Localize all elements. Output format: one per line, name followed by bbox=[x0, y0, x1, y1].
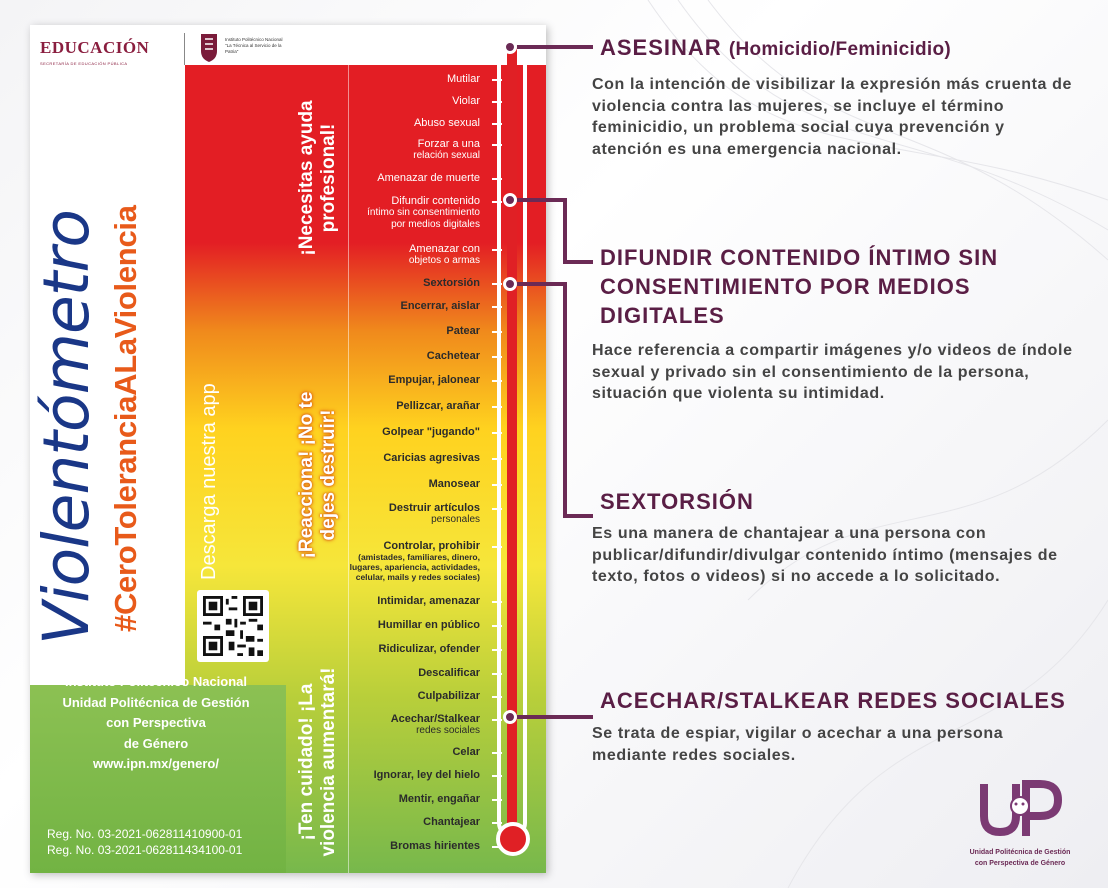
scale-item bbox=[388, 374, 480, 386]
scale-item-label: Celar bbox=[452, 746, 480, 758]
scale-item-sublabel: lugares, apariencia, actividades, bbox=[349, 562, 480, 572]
scale-item bbox=[423, 816, 480, 828]
scale-tick bbox=[492, 673, 502, 675]
upge-logo-line1: Unidad Politécnica de Gestión bbox=[969, 849, 1071, 856]
scale-item bbox=[413, 138, 480, 162]
ipn-logo-text bbox=[225, 37, 295, 55]
scale-item bbox=[447, 73, 480, 85]
ipn-name: Instituto Politécnico Nacional bbox=[225, 37, 283, 42]
scale-item bbox=[389, 502, 480, 526]
scale-tick bbox=[492, 546, 502, 548]
band-green-text bbox=[296, 662, 340, 862]
scale-item bbox=[390, 840, 480, 852]
scale-item-label: Destruir artículos bbox=[388, 502, 480, 514]
scale-item-label: Cachetear bbox=[426, 350, 480, 362]
scale-item bbox=[414, 117, 480, 129]
scale-item bbox=[374, 769, 480, 781]
scale-item-sublabel: por medios digitales bbox=[391, 219, 480, 230]
scale-item-label: Chantajear bbox=[423, 816, 480, 828]
scale-item bbox=[418, 667, 480, 679]
annotation-difundir-title: DIFUNDIR CONTENIDO ÍNTIMO SIN CONSENTIMIENTO POR MEDIOS DIGITALES bbox=[600, 245, 999, 328]
scale-item-label: Intimidar, amenazar bbox=[377, 595, 480, 607]
scale-item-label: Descalificar bbox=[418, 667, 480, 679]
scale-item-sublabel: objetos o armas bbox=[408, 255, 480, 266]
scale-item bbox=[446, 325, 480, 337]
scale-tick bbox=[492, 306, 502, 308]
scale-item bbox=[383, 452, 480, 464]
scale-tick bbox=[492, 249, 502, 251]
scale-tick bbox=[492, 508, 502, 510]
scale-item-sublabel: relación sexual bbox=[413, 150, 480, 161]
annotation-asesinar-desc: Con la intención de visibilizar la expresión más cruenta de violencia contra las mujeres, se incluye el término feminicidio, un problema social cuya prevención y atención es una emergencia nacional. bbox=[592, 76, 1072, 158]
scale-item bbox=[452, 746, 480, 758]
annotation-difundir-desc: Hace referencia a compartir imágenes y/o videos de índole sexual y privado sin el consentimiento de la persona, situación que violenta su intimidad. bbox=[592, 342, 1073, 402]
band-orange-text bbox=[296, 370, 340, 580]
scale-item-sublabel: personales bbox=[431, 514, 480, 525]
educacion-subtitle: SECRETARÍA DE EDUCACIÓN PÚBLICA bbox=[40, 61, 128, 66]
download-app-text: Descarga nuestra app bbox=[198, 383, 220, 580]
scale-tick bbox=[492, 799, 502, 801]
scale-item-label: Pellizcar, arañar bbox=[396, 400, 480, 412]
scale-tick bbox=[492, 144, 502, 146]
band-red-label: ¡Necesitas ayuda profesional! bbox=[296, 100, 339, 256]
scale-tick bbox=[492, 458, 502, 460]
scale-tick bbox=[492, 331, 502, 333]
scale-item bbox=[396, 400, 480, 412]
institution-line: Unidad Politécnica de Gestión bbox=[62, 694, 250, 710]
scale-item-label: Ridiculizar, ofender bbox=[378, 643, 480, 655]
ipn-motto: "La Técnica al Servicio de la Patria" bbox=[225, 43, 282, 54]
asesinar-heading-sub: (Homicidio/Feminicidio) bbox=[728, 39, 952, 60]
scale-tick bbox=[492, 406, 502, 408]
scale-item-label: Caricias agresivas bbox=[383, 452, 480, 464]
scale-item-label: ASESINAR bbox=[419, 39, 480, 53]
scale-item-label: Sextorsión bbox=[423, 277, 480, 289]
scale-item bbox=[376, 40, 480, 65]
scale-item-label: Patear bbox=[446, 325, 480, 337]
annotation-acechar-desc: Se trata de espiar, vigilar o acechar a una persona mediante redes sociales. bbox=[592, 725, 1004, 764]
scale-tick bbox=[492, 101, 502, 103]
scale-item bbox=[391, 713, 480, 737]
marker-difundir[interactable] bbox=[503, 193, 517, 207]
scale-item bbox=[427, 350, 480, 362]
scale-tick bbox=[492, 201, 502, 203]
scale-tick bbox=[492, 283, 502, 285]
connector-difundir-a bbox=[517, 198, 567, 264]
qr-code[interactable] bbox=[197, 590, 269, 662]
ipn-shield-icon bbox=[200, 33, 218, 63]
scale-item-label: Encerrar, aislar bbox=[400, 300, 480, 312]
educacion-logo: EDUCACIÓN bbox=[40, 38, 150, 57]
hashtag-title: #CeroToleranciaALaViolencia bbox=[108, 205, 143, 632]
scale-item-label: Bromas hirientes bbox=[390, 840, 480, 852]
institution-line: con Perspectiva bbox=[106, 715, 206, 730]
band-red-text bbox=[296, 88, 340, 268]
connector-sextorsion-a bbox=[517, 282, 567, 518]
scale-item-label: Abuso sexual bbox=[413, 117, 480, 129]
connector-acechar bbox=[517, 715, 593, 719]
scale-tick bbox=[492, 123, 502, 125]
upge-logo bbox=[960, 776, 1080, 868]
scale-item bbox=[367, 195, 480, 231]
scale-item bbox=[377, 595, 480, 607]
institution-line: Instituto Politécnico Nacional bbox=[64, 674, 248, 689]
scale-tick bbox=[492, 356, 502, 358]
scale-tick bbox=[492, 696, 502, 698]
band-separator bbox=[348, 25, 349, 873]
scale-tick bbox=[492, 822, 502, 824]
scale-item-label: Forzar a una bbox=[417, 138, 480, 150]
band-orange-label: ¡Reacciona! ¡No te dejes destruir! bbox=[296, 391, 339, 559]
scale-tick bbox=[492, 484, 502, 486]
scale-item-label: Ignorar, ley del hielo bbox=[373, 769, 480, 781]
registration-numbers bbox=[47, 826, 242, 858]
connector-asesinar bbox=[517, 45, 593, 49]
institution-url[interactable]: www.ipn.mx/genero/ bbox=[93, 756, 219, 771]
scale-item bbox=[429, 478, 480, 490]
annotation-sextorsion-title: SEXTORSIÓN bbox=[600, 489, 754, 514]
scale-item bbox=[452, 95, 480, 107]
scale-tick bbox=[492, 178, 502, 180]
connector-sextorsion-b bbox=[567, 514, 593, 518]
qr-code-icon bbox=[203, 596, 263, 656]
connector-difundir-b bbox=[567, 260, 593, 264]
upge-logo-icon bbox=[976, 776, 1064, 846]
marker-acechar[interactable] bbox=[503, 710, 517, 724]
scale-item-label: Mutilar bbox=[446, 73, 480, 85]
scale-item-label: Culpabilizar bbox=[417, 690, 480, 702]
scale-item-label: Acechar/Stalkear bbox=[390, 713, 480, 725]
scale-item-sublabel: (amistades, familiares, dinero, bbox=[358, 552, 480, 562]
institution-line: de Género bbox=[123, 735, 189, 751]
thermometer-bulb bbox=[496, 822, 530, 856]
band-green-label: ¡Ten cuidado! ¡La violencia aumentará! bbox=[296, 667, 339, 857]
scale-tick bbox=[492, 380, 502, 382]
scale-item-label: Amenazar con bbox=[409, 243, 480, 255]
registration-line: Reg. No. 03-2021-062811434100-01 bbox=[47, 843, 243, 857]
scale-item-label: Amenazar de muerte bbox=[377, 172, 480, 184]
scale-item-label: Humillar en público bbox=[377, 619, 480, 631]
scale-item bbox=[377, 172, 480, 184]
scale-item-label: Golpear "jugando" bbox=[382, 426, 480, 438]
logo-divider bbox=[184, 33, 185, 65]
institution-info bbox=[38, 672, 274, 775]
scale-item-label: Manosear bbox=[428, 478, 480, 490]
scale-item bbox=[418, 690, 480, 702]
scale-item bbox=[378, 619, 480, 631]
scale-tick bbox=[492, 846, 502, 848]
scale-item bbox=[400, 300, 480, 312]
annotation-sextorsion-desc: Es una manera de chantajear a una persona con publicar/difundir/divulgar contenido íntimo (mensajes de texto, fotos o videos) si no accede a lo solicitado. bbox=[592, 525, 1058, 585]
violentometro-title: Violentómetro bbox=[30, 210, 103, 645]
scale-tick bbox=[492, 432, 502, 434]
marker-asesinar[interactable] bbox=[503, 40, 517, 54]
scale-tick bbox=[492, 775, 502, 777]
annotation-asesinar-title bbox=[600, 33, 951, 64]
scale-tick bbox=[492, 79, 502, 81]
scale-item-sublabel: celular, mails y redes sociales) bbox=[355, 572, 480, 582]
scale-item bbox=[350, 540, 480, 582]
scale-tick bbox=[492, 46, 502, 48]
asesinar-heading: ASESINAR bbox=[600, 35, 722, 60]
upge-logo-line2: con Perspectiva de Género bbox=[974, 860, 1066, 867]
registration-line: Reg. No. 03-2021-062811410900-01 bbox=[47, 827, 243, 841]
scale-item-sublabel: (Homicidio/Feminicidio) bbox=[376, 53, 480, 64]
scale-item bbox=[399, 793, 480, 805]
scale-item-label: Difundir contenido bbox=[391, 195, 480, 207]
scale-tick bbox=[492, 719, 502, 721]
scale-tick bbox=[492, 649, 502, 651]
scale-tick bbox=[492, 601, 502, 603]
scale-item-label: Controlar, prohibir bbox=[383, 540, 480, 552]
scale-item bbox=[409, 243, 480, 267]
annotation-acechar-title: ACECHAR/STALKEAR REDES SOCIALES bbox=[600, 688, 1066, 713]
scale-item bbox=[423, 277, 480, 289]
scale-item-sublabel: íntimo sin consentimiento bbox=[367, 207, 480, 218]
scale-item-label: Violar bbox=[452, 95, 480, 107]
scale-item-label: Empujar, jalonear bbox=[388, 374, 480, 386]
scale-item-label: Mentir, engañar bbox=[398, 793, 480, 805]
scale-tick bbox=[492, 625, 502, 627]
scale-tick bbox=[492, 752, 502, 754]
scale-item bbox=[382, 426, 480, 438]
scale-item-sublabel: redes sociales bbox=[416, 725, 480, 736]
marker-sextorsion[interactable] bbox=[503, 277, 517, 291]
scale-item bbox=[379, 643, 480, 655]
